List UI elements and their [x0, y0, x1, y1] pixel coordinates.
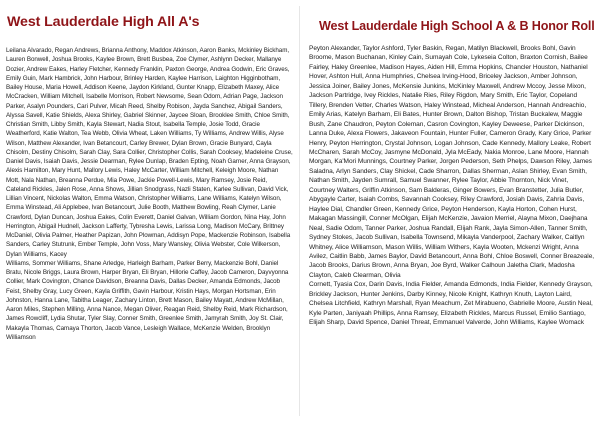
all-as-column: [3, 0, 293, 342]
honor-roll-names-paragraph-1: Peyton Alexander, Taylor Ashford, Tyler Baskin, Regan, Matilyn Blackwell, Brooks Bohl, Gavin Broome, Mason Buchanan, Kinley Cain, Sumayah Cole, Lykeseia Colton, Braxton Cornish, Bailee Fairley, Haley Greenlee, Madison Hayes, Aiden Hill, Emma Hopkins, Chancler Houston, Nathaniel Hover, Ashton Hull, Anna Humphries, Chelsea Irving-Hood, Briceley Jackson, Amber Johnson, Jessica Joiner, Bailey Jones, McKensie Junkins, McKinley Maxwell, Andrew Mccoy, Jesse Mixon, Jackson Partridge, Ivey Rickles, Natalie Ries, Riley Rigdon, Mary Smith, Eric Taylor, Copeland Tillery, Brenden Vetter, Charles Watson, Haley Winstead, Micheal Anderson, Hannah Andreachio, Emily Arias, Katelyn Barham, Eli Bates, Hunter Brown, Dalton Bishop, Tristan Buckalew, Maggie Bush, Zane Chaudron, Peyton Coleman, Casron Covington, Kayley Deweese, Parker Dickinson, Lanna Duke, Alexa Flowers, Jakaveon Fountain, Hunter Fuller, Cameron Grady, Kary Grice, Parker Henry, Peyton Herrington, Crystal Johnson, Logan Johnson, Cade Kennedy, Mallory Leake, Robert McCharen, Sarah McCoy, Jasmyne McDonald, Jyla McEady, Nakia Monroe, Lane Moore, Hannah Morgan, Ka'Mori Munnings, Courtney Parker, Jorgen Pederson, Seth Phelps, Dawson Riley, James Saladna, Arlyn Sanders, Clay Shickel, Cade Sharron, Dallas Sherman, Aslan Shirley, Evan Smith, Nathan Smith, Jayden Sumrall, Samuel Swanner, Rylee Taylor, Abbie Thornton, Nick Vinet, Courtney Walters, Griffin Atkinson, Sam Balderas, Ginger Bowers, Evan Branstetter, Julia Butler, Abygayle Carter, Isaiah Combs, Savannah Cooksey, Riley Crawford, Josiah Davis, Zahria Davis, Haylee Dial, Chandler Green, Kennedy Grice, Peyton Henderson, Kayla Horton, Cohen Hurst, Makagan Massingill, Conner McOlgan, Elijah McKenzie, Javaion Merriel, Alayna Mixon, Daejhana Neal, Sadie Odom, Tanner Parker, Joshua Randall, Elijah Rank, Jayla Simon-Allen, Tanner Smith, Sydney Stokes, Jacob Sullivan, Isabella Townsend, Mikayla Vanderpool, Zachary Walker, Caitlyn Whitney, Alice Williamson, Mason Willis, William Withers, Kayla Wooten, Mckenzi Wright, Anna Avilez, Caitlin Babb, James Baylor, David Betancourt, Anna Bohl, Chloe Boswell, Conner Breazeale, Jacob Brooks, Darius Brown, Anna Bryan, Joe Byrd, Walker Calhoun Jaletha Clark, Madosha Clayton, Caleb Clearman, Olivia: [309, 45, 595, 279]
all-as-name-list: [6, 46, 293, 342]
all-as-names-paragraph-1: Leilana Alvarado, Regan Andrews, Brianna Anthony, Maddox Atkinson, Aaron Banks, Mckinley Bickham, Lauren Bonwell, Joshua Brooks, Kaylee Brown, Brett Busbea, Zoe Clymer, Ashlynn Decker, Mallanye Dozier, Andrew Eakes, Harley Fletcher, Kennedy Franklin, Paxton George, Andrea Godwin, Eric Graves, Emily Guin, Mark Hambrick, John Harbour, Brinley Harden, Kaylee Harrison, Laighton Higginbotham, Bailey House, Maria Howell, Addison Keene, Jaydon Kirkland, Gunter Knapp, Elizabeth Maxey, Alice McCracken, William Mitchell, Isabelle Morrison, Robert Newsome, Sean Odom, Adrian Page, Jackson Parker, Asalyn Pounders, Cari Pulver, Micah Reed, Shelby Robison, Jayda Sanchez, Abigail Sanders, Alyssa Savell, Katie Shields, Alexa Shirley, Gabriel Skinner, Jaycee Sloan, Brooklee Smith, Chloe Smith, Christian Smith, Libby Smith, Kayla Stewart, Nadia Stout, Isabella Temple, Josie Todd, Gracie Weatherford, Katie Walton, Tea Webb, Olivia Wheat, Laken Williams, Ty Williams, Andrew Willis, Alyse Wilson, Matthew Alexander, Ivan Betancourt, Carley Brewer, Dylan Brown, Gracie Bunyard, Cayla Chisolm, Destiny Chisolm, Sarah Clay, Sara Collier, Christopher Collis, Sarah Cooksey, Madeleine Cruse, Daniel Davis, Isaiah Davis, Jessie Dearman, Rylee Dunlap, Braden Epting, Noah Garner, Anna Grayson, Alexis Hamilton, Mary Hunt, Mallory Lewis, Haley McCarter, William Mitchell, Keleigh Moore, Nathan Mott, Nala Nathan, Breanna Perdue, Mia Powe, Jackie Powell-Lewis, Mary Ramsey, Josie Reid, Cateland Rickles, Jalen Rose, Anna Shows, Jillian Snodgrass, Nazli Staten, Karlee Sullivan, David Vick, Lillian Vincent, Nickolas Walton, Emma Watson, Christopher Williams, Lane Williams, Katelyn Wilson, Emma Winstead, Ali Applebee, Ivan Betancourt, Julie Booth, Matthew Bowling, Reah Clymer, Lanie Crawford, Dylan Duncan, Joshua Eakes, Colin Everett, Daniel Galvan, William Gordon, Nina Hay, John Herrington, Abigail Hudnell, Jackson Lafferty, Tybresha Lewis, Larissa Long, Madison McCary, Brittney McDaniel, Olivia Palmer, Heather Papizan, John Plowman, Addisyn Pope, Mackenzie Robinson, Isabella Sanders, Carley Stutrunk, Ember Temple, John Voss, Mary Wansley, Olivia Webster, Cole Wilkerson, Dylan Williams, Kacey: [6, 47, 293, 258]
honor-roll-column: [309, 0, 596, 328]
all-as-title: West Lauderdale High All A's: [7, 14, 200, 30]
honor-roll-title: West Lauderdale High School A & B Honor Roll: [319, 19, 595, 33]
honor-roll-name-list: [309, 44, 596, 328]
honor-roll-names-paragraph-2: Cornett, Tyasia Cox, Darin Davis, India Fielder, Amanda Edmonds, India Fielder, Kennedy Grayson, Brickley Jackson, Hunter Jenkins, Darby Kinney, Nicole Knight, Kathryn Knuth, Layton Laird, Chelsea Litchfield, Kathryn Marshall, Ryan Meachum, Zet Mirabueno, Gabrielle Moore, Austin Neal, Kyle Parten, Janiyaah Phillips, Anna Ramsey, Elizabeth Rickles, Marcus Russel, Emilio Santiago, Elijah Sharp, David Spence, Daniel Threat, Emmanuel Valverde, John Williams, Kaylee Womack: [309, 281, 593, 327]
all-as-names-paragraph-2: Williams, Sommer Williams, Shane Arledge, Harleigh Barham, Parker Berry, Mackenzie Bohl, Daniel Bratu, Nicole Briggs, Laura Brown, Harper Bryan, Eli Bryan, Hillorie Caffey, Jacob Cameron, Dayvyonna Collier, Mark Covington, Chance Davidson, Breanna Davis, Dallas Decker, Amanda Edmonds, Jacob Feist, Shelby Gray, Lucy Green, Kayla Griffith, Gavin Harbour, Kristin Hays, Morgan Hortsman, Erin Johnston, Hanna Lane, Tabitha Leager, Zachary Linton, Brett Mason, Bailey Mayatt, Andrew McMillan, Aaron Miles, Stephen Milling, Anna Nance, Megan Oliver, Reagan Reid, Shelby Reid, Mark Richardson, James Rowcliff, Lydia Shutar, Tyler Slay, Conner Smith, Greenlee Smith, Jamyrah Smith, Joy St. Clair, Makayla Thomas, Camaya Thorton, Jacob Vance, Lesleigh Wallace, McKenzie Welden, Brooklyn Williamson: [6, 259, 289, 341]
column-divider: [299, 6, 300, 416]
